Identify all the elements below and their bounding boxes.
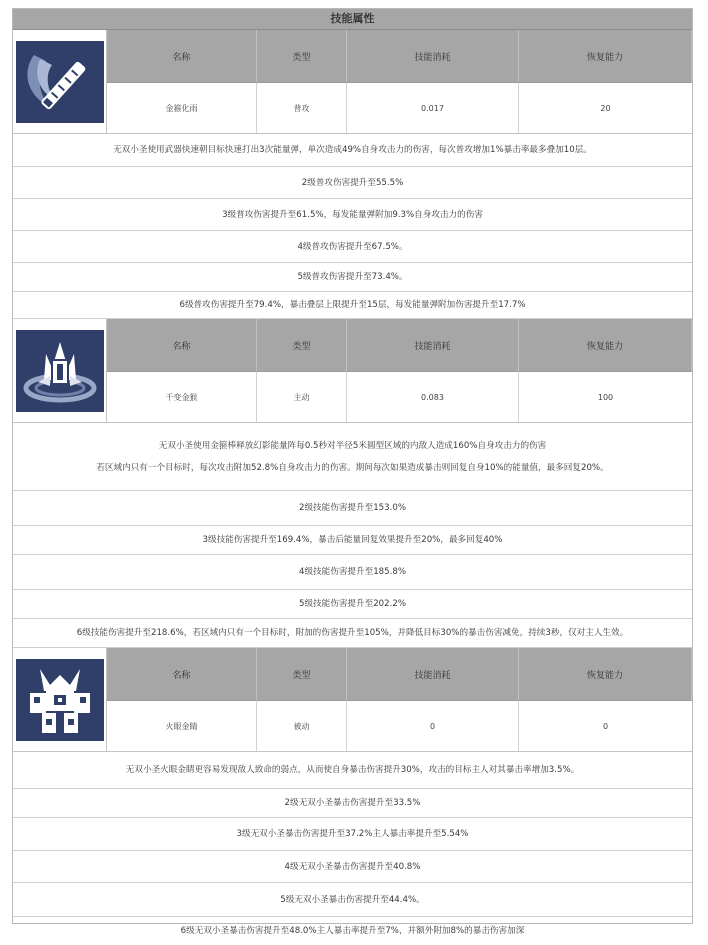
- skill-3-level-5: [13, 883, 692, 917]
- skill-2-level-3: [13, 526, 692, 555]
- level-text: 5级普攻伤害提升至73.4%。: [297, 272, 408, 282]
- skill-2-level-6: [13, 619, 692, 648]
- header-type: 类型: [257, 319, 347, 372]
- table-title: 技能属性: [13, 9, 692, 30]
- skill-1-desc-line: 无双小圣使用武器快速朝目标快速打出3次能量弹，单次造成49%自身攻击力的伤害，每次普攻增加1%暴击率最多叠加10层。: [113, 145, 592, 155]
- skill-2-desc-line-1: 无双小圣使用金箍棒释放幻影能量阵每0.5秒对半径5米圆型区域的内敌人造成160%自身攻击力的伤害: [158, 440, 547, 451]
- level-text: 6级技能伤害提升至218.6%，若区域内只有一个目标时，附加的伤害提升至105%，并降低目标30%的暴击伤害减免，持续3秒，仅对主人生效。: [76, 628, 629, 638]
- staff-slash-icon: [16, 41, 104, 123]
- staff-slash-graphic: [16, 41, 104, 123]
- skill-3-description: [13, 752, 692, 789]
- skill-1-level-6: [13, 292, 692, 319]
- skill-1-header: [13, 30, 692, 134]
- level-text: 3级技能伤害提升至169.4%，暴击后能量回复效果提升至20%，最多回复40%: [202, 535, 503, 545]
- skill-3-level-3: [13, 818, 692, 851]
- skill-2-description: [13, 423, 692, 491]
- level-text: 3级普攻伤害提升至61.5%，每发能量弹附加9.3%自身攻击力的伤害: [222, 209, 483, 220]
- skill-1-level-5: [13, 263, 692, 292]
- skill-attributes-table: [12, 8, 693, 936]
- skill-1-name: 金箍化雨: [107, 83, 257, 133]
- skill-2-level-4: [13, 555, 692, 590]
- level-text: 5级无双小圣暴击伤害提升至44.4%。: [280, 894, 425, 905]
- skill-2-cost: 0.083: [347, 372, 519, 422]
- header-recover: 恢复能力: [519, 319, 692, 372]
- skill-1-type: 普攻: [257, 83, 347, 133]
- header-type: 类型: [257, 648, 347, 701]
- skill-3-icon-cell: [13, 648, 107, 751]
- level-text: 2级普攻伤害提升至55.5%: [301, 177, 404, 188]
- skill-2-info: [107, 319, 692, 422]
- skill-2-name: 千变金猴: [107, 372, 257, 422]
- skill-3-level-4: [13, 851, 692, 883]
- skill-1-recover: 20: [519, 83, 692, 133]
- skill-2-level-2: [13, 491, 692, 526]
- level-text: 2级技能伤害提升至153.0%: [299, 503, 406, 513]
- level-text: 5级技能伤害提升至202.2%: [299, 599, 406, 609]
- level-text: 4级无双小圣暴击伤害提升至40.8%: [284, 861, 421, 872]
- skill-1-info: [107, 30, 692, 133]
- header-name: 名称: [107, 648, 257, 701]
- skill-3-desc-line: 无双小圣火眼金睛更容易发现敌人致命的弱点，从而使自身暴击伤害提升30%，攻击的目标主人对其暴击率增加3.5%。: [125, 765, 580, 775]
- header-recover: 恢复能力: [519, 30, 692, 83]
- skill-1-icon-cell: [13, 30, 107, 133]
- skill-2-level-5: [13, 590, 692, 619]
- skill-3-type: 被动: [257, 701, 347, 751]
- skill-2-recover: 100: [519, 372, 692, 422]
- skill-1-level-2: [13, 167, 692, 199]
- level-text: 2级无双小圣暴击伤害提升至33.5%: [284, 798, 421, 808]
- skill-2-desc-line-2: 若区域内只有一个目标时，每次攻击附加52.8%自身攻击力的伤害。期间每次如果造成暴击则回复自身10%的能量值，最多回复20%。: [96, 462, 609, 473]
- skill-3-level-2: [13, 789, 692, 818]
- level-text: 6级普攻伤害提升至79.4%，暴击叠层上限提升至15层，每发能量弹附加伤害提升至17.7%: [179, 300, 526, 310]
- level-text: 3级无双小圣暴击伤害提升至37.2%主人暴击率提升至5.54%: [236, 829, 469, 839]
- fire-eye-mech-graphic: [16, 659, 104, 741]
- header-cost: 技能消耗: [347, 319, 519, 372]
- skill-3-cost: 0: [347, 701, 519, 751]
- header-cost: 技能消耗: [347, 648, 519, 701]
- skill-3-name: 火眼金睛: [107, 701, 257, 751]
- skill-3-level-6: [13, 917, 692, 945]
- level-text: 4级普攻伤害提升至67.5%。: [297, 241, 408, 252]
- header-cost: 技能消耗: [347, 30, 519, 83]
- skill-1-description: [13, 134, 692, 167]
- header-name: 名称: [107, 30, 257, 83]
- fire-eye-mech-icon: [16, 659, 104, 741]
- header-name: 名称: [107, 319, 257, 372]
- skill-1-cost: 0.017: [347, 83, 519, 133]
- header-recover: 恢复能力: [519, 648, 692, 701]
- level-text: 4级技能伤害提升至185.8%: [299, 567, 406, 577]
- skill-1-level-3: [13, 199, 692, 231]
- skill-3-recover: 0: [519, 701, 692, 751]
- golden-staff-graphic: [16, 330, 104, 412]
- level-text: 6级无双小圣暴击伤害提升至48.0%主人暴击率提升至7%，并额外附加8%的暴击伤害加深: [180, 926, 525, 936]
- skill-2-header: [13, 319, 692, 423]
- skill-3-info: [107, 648, 692, 751]
- skill-1-level-4: [13, 231, 692, 263]
- skill-2-type: 主动: [257, 372, 347, 422]
- header-type: 类型: [257, 30, 347, 83]
- skill-2-icon-cell: [13, 319, 107, 422]
- skill-3-header: [13, 648, 692, 752]
- golden-staff-icon: [16, 330, 104, 412]
